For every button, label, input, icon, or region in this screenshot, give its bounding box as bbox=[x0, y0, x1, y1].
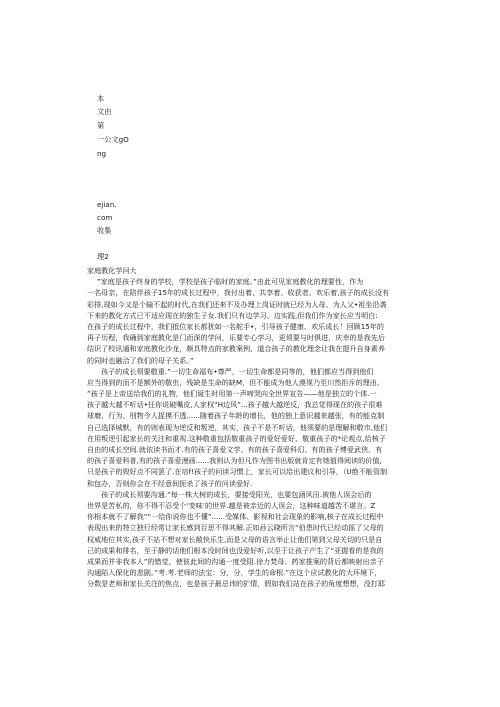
source-fragment: 收集 bbox=[97, 226, 112, 235]
paragraph-line: 的同时也融洽了我们的母子关系。” bbox=[87, 355, 194, 365]
source-fragment: com bbox=[97, 213, 113, 222]
paragraph-line: 你根本就不了解我”“一给你说你也不懂”......受媒体、影视和社会现象的影响,核子在成长过程中 bbox=[87, 512, 384, 522]
paragraph-line: ”家庭是孩子终身的学校，学校是孩子临时的家庭。”由此可见家庭教化的理要性，作为 bbox=[97, 277, 364, 287]
paragraph-line: 自己选择城默，有的则表现为逆反和叛逆，其实，孩子不是不听话，他须要的是理解和敬市,他们 bbox=[87, 422, 388, 432]
paragraph-line: 孩子越大越不听话•任你说破嘴皮,人家权“H边风”...孩子越大越逆反，我总觉得现在的孩子很难 bbox=[87, 400, 383, 410]
paragraph-line: 孩子的成长须要沟通.“每一株大树的成长，要接受阳光，也要包涵风田.被他人误会后的 bbox=[101, 489, 372, 499]
paragraph-line: 在用叛逆引起家长的关注和重视.这种敬重包括敬重孩子的爱好爱好、敬重孩子的*论观点,给核子 bbox=[87, 433, 386, 443]
paragraph-line: 世界是苦私的，你不得不忍受个‘变味’的世界.越是被亲近的人误会，这种味道越苦不堪言。Z bbox=[87, 500, 376, 510]
doc-label: 理2 bbox=[97, 252, 109, 261]
paragraph-line: 和包办，否则你会在不经意间扼杀了孩子的问读爱好. bbox=[87, 478, 253, 488]
paragraph-line: 只是孩子的毁好点不同罢了.在培f!孩子的问读习惯上，家长可以给出建议和引导，（U绝不能管制 bbox=[87, 467, 388, 477]
paragraph-line: 再子历程，我确到家庭教化是门而深的学问，乐要专心学习，更须要与时俱进，庆幸的是我先后 bbox=[87, 333, 385, 343]
paragraph-line: 应当得到的而不是额外的敬虫，残缺是生命的缺M，但不能成为他人漠视乃至川然拒斥的理由。 bbox=[87, 377, 384, 387]
source-fragment: ejian. bbox=[97, 200, 117, 209]
paragraph-lines bbox=[87, 276, 413, 589]
paragraph-line: 在孩子的成长过程中，我们抵位家长都犹如一名舵手•，引导孩子健康、欢乐成长！回顾15年的 bbox=[87, 321, 384, 331]
paragraph-line: 自由的成长空间.就依读书而才.有的孩子喜爱文学、有的孩子喜爱科幻、有的孩子博爱武侠、有 bbox=[87, 445, 383, 454]
paragraph-line: ”孩子是上帝送给我们的礼物，他们诞生时用第一声啼哭向全世界宣告——他是独立的个体.一 bbox=[87, 389, 377, 399]
document-title: 家庭教化学问大 bbox=[87, 266, 137, 275]
paragraph-line: 表现出来的特立独行经常让家长感到百思不得其解.正如孙云晓所言“伯患时代已经动摇了父母的 bbox=[87, 523, 384, 533]
paragraph-line: 孩子的成长须要敬重.”一切生命福布•尊严，一切生命都是同等的，他们都应当得到他们 bbox=[101, 366, 374, 376]
header-fragment: 文由 bbox=[97, 107, 112, 116]
header-fragment: 第 bbox=[97, 121, 105, 130]
header-fragment: ng bbox=[97, 149, 107, 158]
paragraph-line: 一名母亲，在陪伴孩子15年的成长过程中，我付出着、共享着、收获者、欢乐着,孩子的成长没有 bbox=[87, 288, 390, 298]
header-fragment: 本 bbox=[97, 94, 105, 103]
paragraph-line: 下来的教化方式已不适应现在的独生子女.我们只有边学习、边实践,但我们作为家长应当明白: bbox=[87, 310, 378, 320]
paragraph-line: 结识了校讯通和家庭教化沙龙，颇具特点的家教案例、道合孩子的教化理念让我在提升自身素养 bbox=[87, 344, 385, 354]
paragraph-line: 成果而并非我本人”的错觉，使彼此间的沟通一度受阻.徐力梵母、药家推案的背后都映射出亲子 bbox=[87, 556, 384, 566]
paragraph-line: 己的成果和排名，至于静的话他们根本没时间也没爱好听,以至于让孩子产生了“亚握看的是我的 bbox=[87, 545, 384, 555]
paragraph-line: 沟通陷入保化的悲剧。”考.考.老师的法宝：分，分，学生的命根.”在这个应试教化的大环境下， bbox=[87, 568, 382, 578]
paragraph-line: 分数是老师和家长关注的焦点，也是孩子最忌讳的犷情，假如我们站在孩子的角度想想，没打耶 bbox=[87, 579, 385, 589]
paragraph-line: 的孩子喜爱科普,有的孩子喜爱漫画......我则认为但凡作为图书出版就肯定有她值得阅读的价值, bbox=[87, 456, 382, 466]
paragraph-line: 球磨，行为、刖物令人捉摸不透......随着孩子年龄的增长，他的独上意识越来越张，有的能克制 bbox=[87, 411, 385, 421]
body-text bbox=[87, 265, 413, 589]
paragraph-line: 权威地位其实,孩子不站不想对家长敞快乐生,而是父母的语言举止让他们第到父母关切的只是自 bbox=[87, 534, 383, 544]
paragraph-line: 彩排,现如今又是个输不起的时代,在我们还来不及办理上岗证时就已经为人母、为人父•祖坐沿袭 bbox=[87, 299, 387, 309]
header-fragment: 一公文gO bbox=[97, 135, 129, 144]
